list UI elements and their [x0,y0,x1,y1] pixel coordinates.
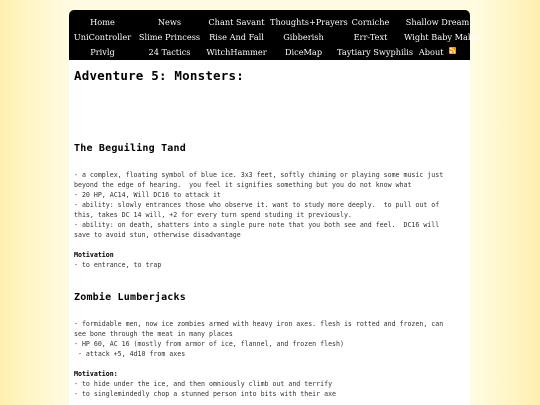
tand-line: this, takes DC 14 will, +2 for every turn spend studing it previously. [74,211,352,219]
nav-link-24-tactics[interactable]: 24 Tactics [148,47,191,57]
nav-link-gibberish[interactable]: Gibberish [283,32,324,42]
nav-link-shallow-dream[interactable]: Shallow Dream [405,17,470,27]
zombie-motivation-line: - to singlemindedly chop a stunned person into bits with their axe [74,390,337,398]
nav-link-err-text[interactable]: Err-Text [353,32,388,42]
tand-line: - 20 HP, AC14, Will DC16 to attack it [74,191,221,199]
zombie-line: see bone through the meat in many places [74,330,233,338]
section-heading-zombie-lumberjacks: Zombie Lumberjacks [74,292,186,303]
nav-link-dicemap[interactable]: DiceMap [284,47,323,57]
nav-link-rise-and-fall[interactable]: Rise And Fall [209,32,264,42]
tand-motivation-label: Motivation [74,251,114,259]
nav-link-witchhammer[interactable]: WitchHammer [206,47,267,57]
nav-link-privlg[interactable]: Privlg [90,47,115,57]
zombie-motivation-line: - to hide under the ice, and then omniously climb out and terrify [74,380,333,388]
nav-row-1 [69,15,470,30]
zombie-line: - attack +5, 4d10 from axes [74,350,186,358]
tand-motivation-line: - to entrance, to trap [74,261,162,269]
zombie-line: - HP 60, AC 16 (mostly from armor of ice, flannel, and frozen flesh) [74,340,344,348]
tand-line: save to avoid stun, otherwise disadvantage [74,231,241,239]
nav-link-wight-baby-maker[interactable]: Wight Baby Maker [404,32,482,42]
nav-item-about [404,45,471,60]
tand-line: - ability: on death, shatters into a single pure note that you both see and feel. DC16 will [74,221,440,229]
page-container [69,10,482,405]
tand-line: - a complex, floating symbol of blue ice. 3x3 feet, softly chiming or playing some music just [74,171,444,179]
nav-link-taytiary-swyphilis[interactable]: Taytiary Swyphilis [337,47,414,57]
section-heading-beguiling-tand: The Beguiling Tand [74,143,186,154]
zombie-motivation-label: Motivation: [74,370,118,378]
nav-row-3 [69,45,470,60]
rss-feed-icon[interactable] [449,47,456,54]
nav-link-slime-princess[interactable]: Slime Princess [138,32,201,42]
nav-link-home[interactable]: Home [90,17,115,27]
main-content [69,60,470,405]
zombie-line: - formidable men, now ice zombies armed with heavy iron axes. flesh is rotted and frozen, can [74,320,444,328]
nav-link-unicontroller[interactable]: UniController [73,32,132,42]
nav-link-chant-savant[interactable]: Chant Savant [208,17,265,27]
nav-link-corniche[interactable]: Corniche [351,17,390,27]
nav-link-news[interactable]: News [157,17,182,27]
nav-link-about[interactable]: About [418,47,444,57]
page-title: Adventure 5: Monsters: [74,68,244,83]
nav-link-thoughts-prayers[interactable]: Thoughts+Prayers [270,17,348,27]
tand-line: beyond the edge of hearing. you feel it signifies something but you do not know what [74,181,412,189]
top-navigation [69,10,482,60]
tand-line: - ability: slowly entrances those who observe it. want to study more deeply. to pull out of [74,201,440,209]
nav-row-2 [69,30,482,45]
